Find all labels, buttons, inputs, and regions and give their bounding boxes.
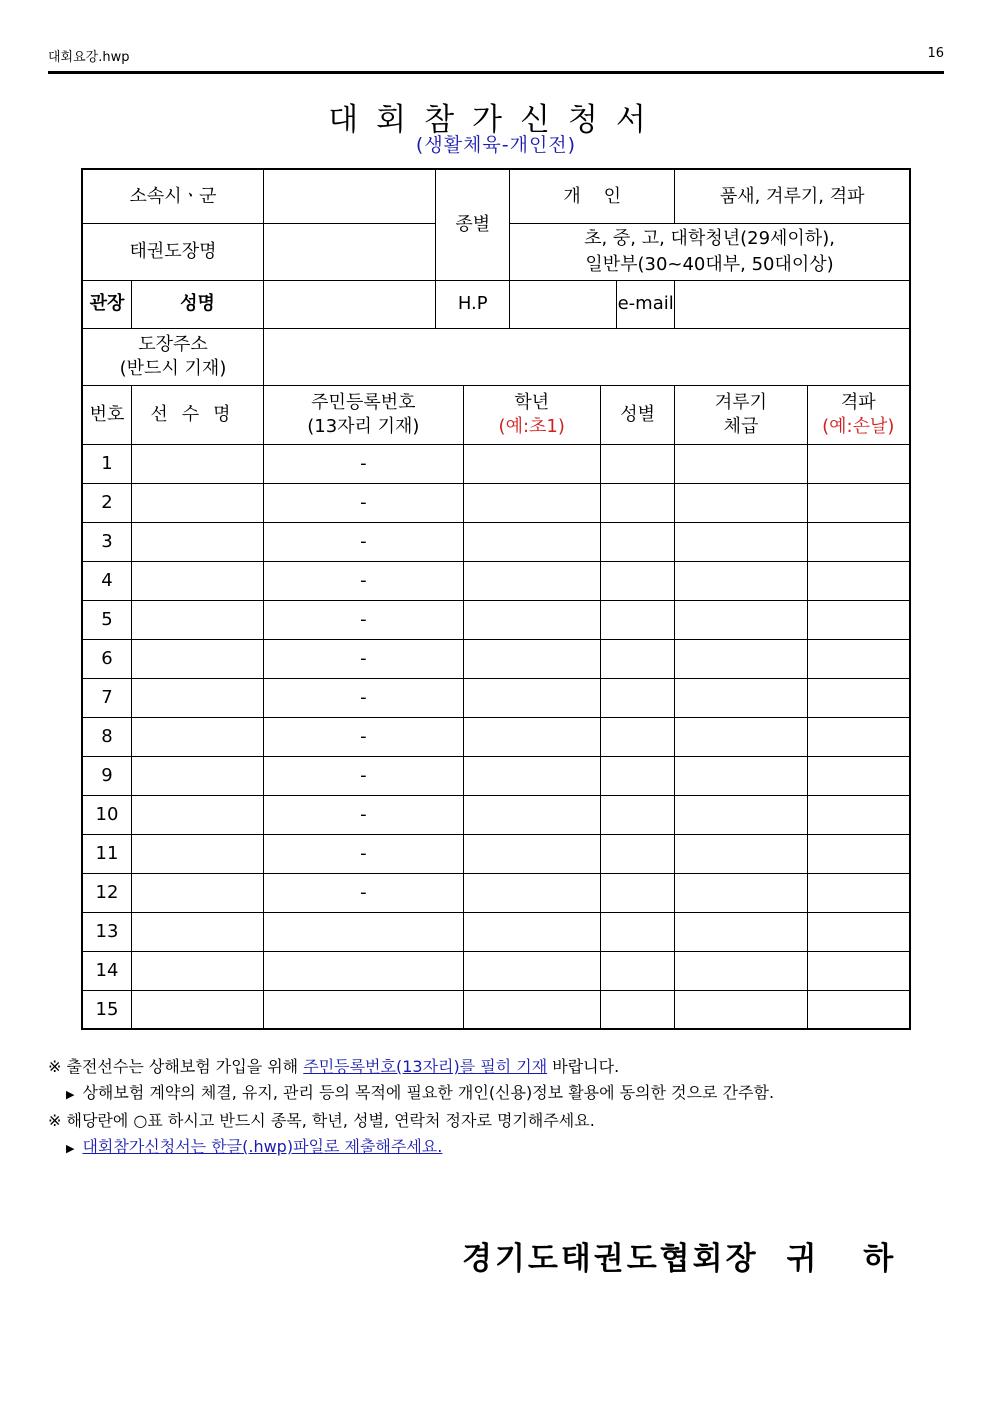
address-field[interactable]	[264, 328, 910, 385]
grade-field[interactable]	[463, 600, 600, 639]
col-header-grade	[463, 385, 600, 444]
breaking-field[interactable]	[807, 444, 910, 483]
weight-class-field[interactable]	[675, 639, 807, 678]
signature-org: 경기도태권도협회장	[462, 1241, 759, 1277]
breaking-field[interactable]	[807, 912, 910, 951]
arrow-right-icon: ▶	[66, 1142, 75, 1155]
row-number: 2	[82, 483, 131, 522]
weight-class-field[interactable]	[675, 873, 807, 912]
grade-field[interactable]	[463, 561, 600, 600]
notes	[48, 1054, 948, 1162]
weight-class-field[interactable]	[675, 600, 807, 639]
breaking-field[interactable]	[807, 639, 910, 678]
age-groups	[510, 223, 910, 280]
weight-class-field[interactable]	[675, 717, 807, 756]
table-row	[82, 795, 910, 834]
col-header-rrn	[264, 385, 464, 444]
row-number: 14	[82, 951, 131, 990]
gender-field[interactable]	[600, 756, 675, 795]
email-label: e-mail	[616, 280, 675, 328]
reference-mark: ※	[48, 1057, 62, 1076]
signature	[462, 1233, 911, 1278]
note-1-text: 출전선수는 상해보험 가입을 위해	[66, 1057, 304, 1076]
breaking-field[interactable]	[807, 873, 910, 912]
grade-field[interactable]	[463, 678, 600, 717]
grade-field[interactable]	[463, 795, 600, 834]
table-row	[82, 873, 910, 912]
athlete-name-field[interactable]	[131, 522, 263, 561]
reference-mark: ※	[48, 1111, 62, 1130]
table-row	[82, 756, 910, 795]
rrn-field[interactable]: -	[264, 873, 464, 912]
category-label: 종별	[436, 169, 510, 280]
col-header-breaking	[807, 385, 910, 444]
athlete-name-field[interactable]	[131, 873, 263, 912]
file-name: 대회요강.hwp	[48, 50, 130, 65]
note-3	[48, 1108, 948, 1134]
table-row	[82, 678, 910, 717]
breaking-field[interactable]	[807, 600, 910, 639]
table-row	[82, 561, 910, 600]
athlete-name-field[interactable]	[131, 951, 263, 990]
header-rule	[48, 71, 944, 74]
grade-field[interactable]	[463, 483, 600, 522]
rrn-field[interactable]: -	[264, 522, 464, 561]
dojang-name-label: 태권도장명	[82, 223, 264, 280]
grade-field[interactable]	[463, 639, 600, 678]
row-number: 4	[82, 561, 131, 600]
rrn-field[interactable]: -	[264, 561, 464, 600]
rrn-field[interactable]	[264, 990, 464, 1029]
col-header-gender: 성별	[600, 385, 675, 444]
athlete-name-field[interactable]	[131, 600, 263, 639]
gender-field[interactable]	[600, 522, 675, 561]
grade-field[interactable]	[463, 990, 600, 1029]
row-number: 13	[82, 912, 131, 951]
athlete-name-field[interactable]	[131, 444, 263, 483]
grade-field[interactable]	[463, 834, 600, 873]
breaking-field[interactable]	[807, 951, 910, 990]
grade-field[interactable]	[463, 717, 600, 756]
affiliation-label: 소속시ㆍ군	[82, 169, 264, 223]
weight-class-field[interactable]	[675, 951, 807, 990]
hp-field[interactable]	[510, 280, 617, 328]
director-label: 관장	[82, 280, 131, 328]
athlete-name-field[interactable]	[131, 795, 263, 834]
col-header-no: 번호	[82, 385, 131, 444]
document-title: 대회참가신청서	[328, 102, 664, 138]
col-header-grade-line1: 학년	[514, 392, 550, 414]
age-groups-line2: 일반부(30~40대부, 50대이상)	[585, 254, 834, 275]
events-label: 품새, 겨루기, 격파	[675, 169, 910, 223]
breaking-field[interactable]	[807, 483, 910, 522]
rrn-field[interactable]: -	[264, 483, 464, 522]
breaking-field[interactable]	[807, 522, 910, 561]
col-header-rrn-line2: (13자리 기재)	[307, 415, 420, 437]
row-number: 12	[82, 873, 131, 912]
weight-class-field[interactable]	[675, 522, 807, 561]
application-form-table	[81, 168, 911, 1030]
weight-class-field[interactable]	[675, 483, 807, 522]
table-row	[82, 522, 910, 561]
col-header-grade-line2: (예:초1)	[498, 415, 565, 437]
athlete-name-field[interactable]	[131, 678, 263, 717]
table-row	[82, 990, 910, 1029]
gender-field[interactable]	[600, 951, 675, 990]
note-2-text: 상해보험 계약의 체결, 유지, 관리 등의 목적에 필요한 개인(신용)정보 활용에 동의한 것으로 간주함.	[82, 1083, 775, 1102]
dojang-name-field[interactable]	[264, 223, 436, 280]
row-number: 15	[82, 990, 131, 1029]
gender-field[interactable]	[600, 795, 675, 834]
col-header-breaking-line1: 격파	[840, 392, 876, 414]
rrn-field[interactable]: -	[264, 444, 464, 483]
row-number: 5	[82, 600, 131, 639]
weight-class-field[interactable]	[675, 795, 807, 834]
breaking-field[interactable]	[807, 990, 910, 1029]
table-row	[82, 600, 910, 639]
row-number: 7	[82, 678, 131, 717]
gender-field[interactable]	[600, 561, 675, 600]
rrn-field[interactable]: -	[264, 600, 464, 639]
gender-field[interactable]	[600, 600, 675, 639]
rrn-field[interactable]: -	[264, 639, 464, 678]
grade-field[interactable]	[463, 912, 600, 951]
individual-label: 개 인	[510, 169, 675, 223]
weight-class-field[interactable]	[675, 834, 807, 873]
gender-field[interactable]	[600, 912, 675, 951]
breaking-field[interactable]	[807, 717, 910, 756]
row-number: 11	[82, 834, 131, 873]
address-label	[82, 328, 264, 385]
grade-field[interactable]	[463, 951, 600, 990]
table-row	[82, 639, 910, 678]
rrn-field[interactable]	[264, 951, 464, 990]
row-number: 3	[82, 522, 131, 561]
email-field[interactable]	[675, 280, 910, 328]
gender-field[interactable]	[600, 639, 675, 678]
grade-field[interactable]	[463, 522, 600, 561]
athlete-name-field[interactable]	[131, 639, 263, 678]
rrn-field[interactable]: -	[264, 717, 464, 756]
breaking-field[interactable]	[807, 756, 910, 795]
note-1	[48, 1054, 948, 1080]
note-3-text: 해당란에 ○표 하시고 반드시 종목, 학년, 성별, 연락처 정자로 명기해주세요.	[66, 1111, 595, 1130]
note-1-highlight: 주민등록번호(13자리)를 필히 기재	[303, 1057, 548, 1076]
gender-field[interactable]	[600, 483, 675, 522]
col-header-weight	[675, 385, 807, 444]
grade-field[interactable]	[463, 444, 600, 483]
breaking-field[interactable]	[807, 678, 910, 717]
athlete-name-field[interactable]	[131, 756, 263, 795]
rrn-field[interactable]: -	[264, 795, 464, 834]
row-number: 8	[82, 717, 131, 756]
breaking-field[interactable]	[807, 834, 910, 873]
address-label-line2: (반드시 기재)	[119, 357, 227, 379]
athlete-name-field[interactable]	[131, 834, 263, 873]
weight-class-field[interactable]	[675, 912, 807, 951]
gender-field[interactable]	[600, 444, 675, 483]
row-number: 10	[82, 795, 131, 834]
table-row	[82, 444, 910, 483]
row-number: 6	[82, 639, 131, 678]
grade-field[interactable]	[463, 873, 600, 912]
row-number: 1	[82, 444, 131, 483]
athlete-name-field[interactable]	[131, 483, 263, 522]
row-number: 9	[82, 756, 131, 795]
weight-class-field[interactable]	[675, 444, 807, 483]
document-subtitle: (생활체육-개인전)	[415, 134, 577, 156]
table-row	[82, 951, 910, 990]
rrn-field[interactable]: -	[264, 678, 464, 717]
weight-class-field[interactable]	[675, 678, 807, 717]
age-groups-line1: 초, 중, 고, 대학청년(29세이하),	[584, 227, 835, 249]
col-header-weight-line2: 체급	[723, 415, 759, 437]
name-label: 성명	[131, 280, 263, 328]
breaking-field[interactable]	[807, 561, 910, 600]
gender-field[interactable]	[600, 834, 675, 873]
signature-suffix: 귀 하	[786, 1241, 912, 1277]
rrn-field[interactable]: -	[264, 756, 464, 795]
breaking-field[interactable]	[807, 795, 910, 834]
page-number: 16	[927, 46, 944, 61]
col-header-rrn-line1: 주민등록번호	[311, 392, 416, 414]
gender-field[interactable]	[600, 717, 675, 756]
rrn-field[interactable]: -	[264, 834, 464, 873]
rrn-field[interactable]	[264, 912, 464, 951]
director-name-field[interactable]	[264, 280, 436, 328]
athlete-name-field[interactable]	[131, 717, 263, 756]
table-row	[82, 483, 910, 522]
col-header-name: 선수명	[131, 385, 263, 444]
note-2	[48, 1080, 948, 1108]
note-4-text: 대회참가신청서는 한글(.hwp)파일로 제출해주세요.	[82, 1137, 443, 1156]
table-row	[82, 912, 910, 951]
note-1-text-end: 바랍니다.	[547, 1057, 620, 1076]
weight-class-field[interactable]	[675, 756, 807, 795]
gender-field[interactable]	[600, 873, 675, 912]
arrow-right-icon: ▶	[66, 1088, 75, 1101]
athlete-name-field[interactable]	[131, 561, 263, 600]
athlete-rows	[82, 444, 910, 1029]
grade-field[interactable]	[463, 756, 600, 795]
hp-label: H.P	[436, 280, 510, 328]
table-row	[82, 717, 910, 756]
athlete-name-field[interactable]	[131, 990, 263, 1029]
affiliation-field[interactable]	[264, 169, 436, 223]
weight-class-field[interactable]	[675, 561, 807, 600]
athlete-name-field[interactable]	[131, 912, 263, 951]
gender-field[interactable]	[600, 678, 675, 717]
address-label-line1: 도장주소	[138, 334, 208, 356]
gender-field[interactable]	[600, 990, 675, 1029]
col-header-breaking-line2: (예:손날)	[822, 415, 895, 437]
note-4	[48, 1134, 948, 1162]
col-header-weight-line1: 겨루기	[714, 392, 768, 414]
table-row	[82, 834, 910, 873]
weight-class-field[interactable]	[675, 990, 807, 1029]
